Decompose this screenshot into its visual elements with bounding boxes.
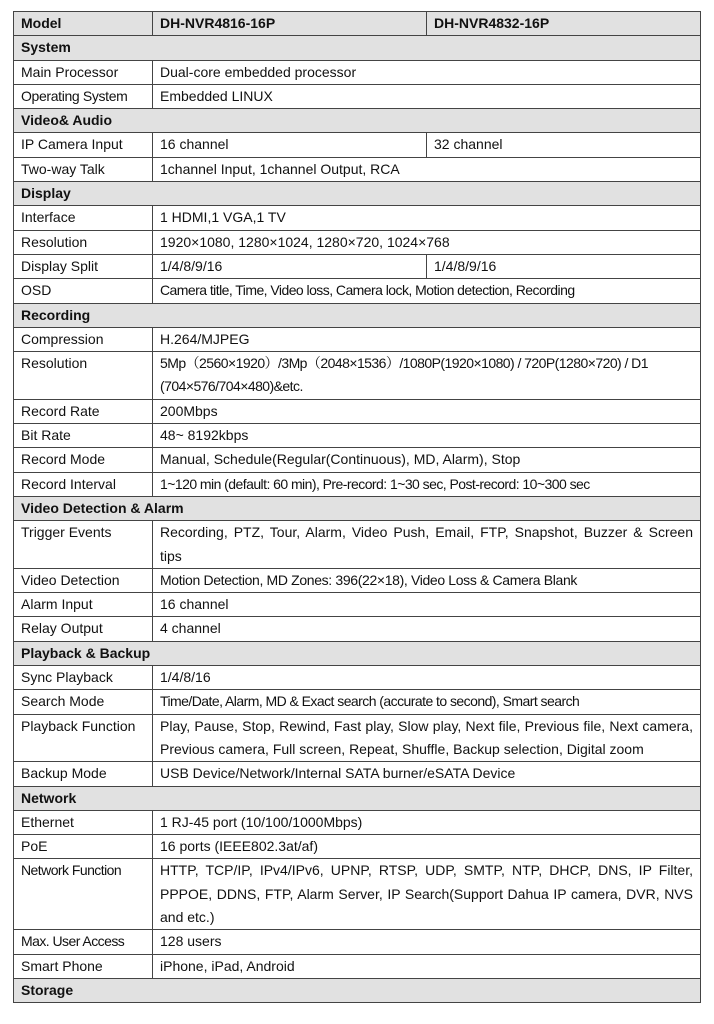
spec-label: Compression bbox=[14, 327, 153, 351]
model-label: Model bbox=[14, 12, 153, 36]
spec-label: Two-way Talk bbox=[14, 157, 153, 181]
spec-value: Motion Detection, MD Zones: 396(22×18), Video Loss & Camera Blank bbox=[153, 568, 701, 592]
spec-value: 1920×1080, 1280×1024, 1280×720, 1024×768 bbox=[153, 230, 701, 254]
spec-row bbox=[14, 568, 701, 592]
spec-row bbox=[14, 593, 701, 617]
spec-row bbox=[14, 617, 701, 641]
spec-row bbox=[14, 399, 701, 423]
spec-value: 1/4/8/16 bbox=[153, 666, 701, 690]
spec-label: Network Function bbox=[14, 859, 153, 930]
spec-value: 200Mbps bbox=[153, 399, 701, 423]
spec-row bbox=[14, 666, 701, 690]
spec-label: Ethernet bbox=[14, 810, 153, 834]
spec-label: Backup Mode bbox=[14, 762, 153, 786]
spec-value: 4 channel bbox=[153, 617, 701, 641]
spec-label: IP Camera Input bbox=[14, 133, 153, 157]
spec-row bbox=[14, 60, 701, 84]
spec-label: Search Mode bbox=[14, 690, 153, 714]
spec-row bbox=[14, 448, 701, 472]
model-name: DH-NVR4832-16P bbox=[427, 12, 701, 36]
spec-row bbox=[14, 835, 701, 859]
spec-value: HTTP, TCP/IP, IPv4/IPv6, UPNP, RTSP, UDP, SMTP, NTP, DHCP, DNS, IP Filter, PPPOE, DDNS, FTP, Alarm Server, IP Search(Support Dahua IP camera, DVR, NVS and etc.) bbox=[153, 859, 701, 930]
spec-label: PoE bbox=[14, 835, 153, 859]
spec-label: Main Processor bbox=[14, 60, 153, 84]
spec-value: 48~ 8192kbps bbox=[153, 424, 701, 448]
spec-row bbox=[14, 859, 701, 930]
spec-value: 5Mp（2560×1920）/3Mp（2048×1536）/1080P(1920×1080) / 720P(1280×720) / D1 (704×576/704×480)&etc. bbox=[153, 352, 701, 400]
spec-label: Bit Rate bbox=[14, 424, 153, 448]
spec-value: Camera title, Time, Video loss, Camera lock, Motion detection, Recording bbox=[153, 279, 701, 303]
spec-label: Record Mode bbox=[14, 448, 153, 472]
section-header-video-audio bbox=[14, 109, 701, 133]
section-header-system bbox=[14, 36, 701, 60]
spec-value: 1~120 min (default: 60 min), Pre-record: 1~30 sec, Post-record: 10~300 sec bbox=[153, 472, 701, 496]
section-title: Video Detection & Alarm bbox=[14, 496, 701, 520]
spec-label: Relay Output bbox=[14, 617, 153, 641]
spec-value: 1 RJ-45 port (10/100/1000Mbps) bbox=[153, 810, 701, 834]
spec-value: Embedded LINUX bbox=[153, 84, 701, 108]
section-header-video-detection-alarm bbox=[14, 496, 701, 520]
spec-row bbox=[14, 521, 701, 569]
spec-row bbox=[14, 206, 701, 230]
spec-value: 32 channel bbox=[427, 133, 701, 157]
spec-label: Record Rate bbox=[14, 399, 153, 423]
section-title: System bbox=[14, 36, 701, 60]
spec-row bbox=[14, 254, 701, 278]
spec-label: Operating System bbox=[14, 84, 153, 108]
section-header-storage bbox=[14, 978, 701, 1002]
spec-row bbox=[14, 424, 701, 448]
spec-row bbox=[14, 84, 701, 108]
section-header-recording bbox=[14, 303, 701, 327]
spec-row bbox=[14, 279, 701, 303]
spec-value: 128 users bbox=[153, 930, 701, 954]
spec-row bbox=[14, 714, 701, 762]
spec-value: Dual-core embedded processor bbox=[153, 60, 701, 84]
spec-row bbox=[14, 157, 701, 181]
spec-value: 1/4/8/9/16 bbox=[427, 254, 701, 278]
spec-value: 1 HDMI,1 VGA,1 TV bbox=[153, 206, 701, 230]
spec-label: Interface bbox=[14, 206, 153, 230]
spec-value: iPhone, iPad, Android bbox=[153, 954, 701, 978]
spec-label: OSD bbox=[14, 279, 153, 303]
model-header-row bbox=[14, 12, 701, 36]
model-name: DH-NVR4816-16P bbox=[153, 12, 427, 36]
spec-row bbox=[14, 930, 701, 954]
section-title: Network bbox=[14, 786, 701, 810]
spec-row bbox=[14, 690, 701, 714]
spec-row bbox=[14, 472, 701, 496]
spec-value: 16 channel bbox=[153, 133, 427, 157]
spec-row bbox=[14, 133, 701, 157]
spec-value: 16 ports (IEEE802.3at/af) bbox=[153, 835, 701, 859]
section-title: Display bbox=[14, 182, 701, 206]
spec-label: Video Detection bbox=[14, 568, 153, 592]
spec-row bbox=[14, 230, 701, 254]
section-header-network bbox=[14, 786, 701, 810]
section-title: Storage bbox=[14, 978, 701, 1002]
spec-label: Max. User Access bbox=[14, 930, 153, 954]
spec-row bbox=[14, 810, 701, 834]
spec-label: Sync Playback bbox=[14, 666, 153, 690]
spec-value: Manual, Schedule(Regular(Continuous), MD, Alarm), Stop bbox=[153, 448, 701, 472]
spec-label: Smart Phone bbox=[14, 954, 153, 978]
section-title: Recording bbox=[14, 303, 701, 327]
spec-label: Resolution bbox=[14, 230, 153, 254]
section-header-display bbox=[14, 182, 701, 206]
spec-label: Resolution bbox=[14, 352, 153, 400]
spec-value: 1/4/8/9/16 bbox=[153, 254, 427, 278]
spec-table bbox=[13, 11, 701, 1003]
spec-value: 1channel Input, 1channel Output, RCA bbox=[153, 157, 701, 181]
spec-label: Trigger Events bbox=[14, 521, 153, 569]
spec-value: H.264/MJPEG bbox=[153, 327, 701, 351]
spec-row bbox=[14, 762, 701, 786]
spec-label: Playback Function bbox=[14, 714, 153, 762]
section-title: Video& Audio bbox=[14, 109, 701, 133]
spec-label: Alarm Input bbox=[14, 593, 153, 617]
spec-value: Play, Pause, Stop, Rewind, Fast play, Slow play, Next file, Previous file, Next camera, Previous camera, Full screen, Repeat, Shuffle, Backup selection, Digital zoom bbox=[153, 714, 701, 762]
section-title: Playback & Backup bbox=[14, 641, 701, 665]
spec-value: 16 channel bbox=[153, 593, 701, 617]
spec-row bbox=[14, 327, 701, 351]
section-header-playback-backup bbox=[14, 641, 701, 665]
spec-value: Recording, PTZ, Tour, Alarm, Video Push, Email, FTP, Snapshot, Buzzer & Screen tips bbox=[153, 521, 701, 569]
spec-label: Display Split bbox=[14, 254, 153, 278]
spec-label: Record Interval bbox=[14, 472, 153, 496]
spec-row bbox=[14, 352, 701, 400]
spec-row bbox=[14, 954, 701, 978]
spec-value: Time/Date, Alarm, MD & Exact search (accurate to second), Smart search bbox=[153, 690, 701, 714]
spec-value: USB Device/Network/Internal SATA burner/eSATA Device bbox=[153, 762, 701, 786]
